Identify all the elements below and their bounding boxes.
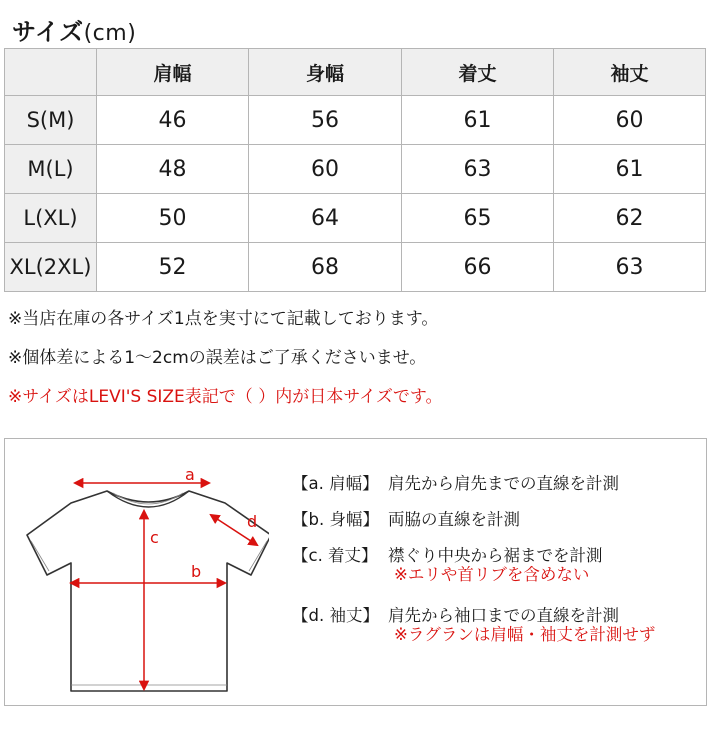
table-cell: 63 xyxy=(554,243,706,292)
label-c: c xyxy=(150,528,159,547)
table-cell: 64 xyxy=(249,194,402,243)
legend-item-a xyxy=(292,467,655,503)
table-header-cell: 身幅 xyxy=(249,49,402,96)
legend-desc: 肩先から袖口までの直線を計測 xyxy=(388,606,619,625)
table-cell: 60 xyxy=(249,145,402,194)
tshirt-outline xyxy=(27,491,269,691)
size-label: S(M) xyxy=(5,96,97,145)
legend-key: 【c. 着丈】 xyxy=(292,546,378,565)
table-header-row xyxy=(5,49,706,96)
note-line: ※個体差による1〜2cmの誤差はご了承くださいませ。 xyxy=(8,348,427,368)
size-label: M(L) xyxy=(5,145,97,194)
table-cell: 61 xyxy=(402,96,554,145)
legend-key: 【b. 身幅】 xyxy=(292,510,379,529)
table-cell: 63 xyxy=(402,145,554,194)
table-header-cell: 肩幅 xyxy=(97,49,249,96)
title-main: サイズ xyxy=(12,18,84,46)
notes xyxy=(8,300,442,417)
legend-desc: 襟ぐり中央から裾までを計測 xyxy=(388,546,603,565)
table-cell: 68 xyxy=(249,243,402,292)
note-line: ※当店在庫の各サイズ1点を実寸にて記載しております。 xyxy=(8,309,439,329)
legend-key: 【a. 肩幅】 xyxy=(292,474,379,493)
table-row xyxy=(5,96,706,145)
legend-item-b xyxy=(292,503,655,539)
table-cell: 52 xyxy=(97,243,249,292)
table-header-cell: 着丈 xyxy=(402,49,554,96)
table-row xyxy=(5,243,706,292)
table-row xyxy=(5,145,706,194)
size-table xyxy=(4,48,706,292)
table-cell: 50 xyxy=(97,194,249,243)
measurement-legend xyxy=(292,467,655,659)
table-header-cell: 袖丈 xyxy=(554,49,706,96)
tshirt-diagram xyxy=(19,451,269,696)
size-label: XL(2XL) xyxy=(5,243,97,292)
label-b: b xyxy=(191,562,202,581)
table-cell: 48 xyxy=(97,145,249,194)
note-line-warning: ※サイズはLEVI'S SIZE表記で（ ）内が日本サイズです。 xyxy=(8,387,443,407)
legend-key: 【d. 袖丈】 xyxy=(292,606,379,625)
table-cell: 60 xyxy=(554,96,706,145)
legend-note: ※ラグランは肩幅・袖丈を計測せず xyxy=(394,625,656,644)
table-cell: 61 xyxy=(554,145,706,194)
label-a: a xyxy=(185,465,195,484)
legend-desc: 肩先から肩先までの直線を計測 xyxy=(388,474,619,493)
table-cell: 66 xyxy=(402,243,554,292)
page-title xyxy=(12,12,136,47)
legend-desc: 両脇の直線を計測 xyxy=(388,510,520,529)
table-cell: 65 xyxy=(402,194,554,243)
table-row xyxy=(5,194,706,243)
table-cell: 46 xyxy=(97,96,249,145)
legend-note: ※エリや首リブを含めない xyxy=(394,565,590,584)
label-d: d xyxy=(247,512,258,531)
measurement-guide xyxy=(4,438,707,706)
table-cell: 56 xyxy=(249,96,402,145)
title-unit: (cm) xyxy=(83,21,137,46)
table-header-cell xyxy=(5,49,97,96)
size-label: L(XL) xyxy=(5,194,97,243)
table-cell: 62 xyxy=(554,194,706,243)
